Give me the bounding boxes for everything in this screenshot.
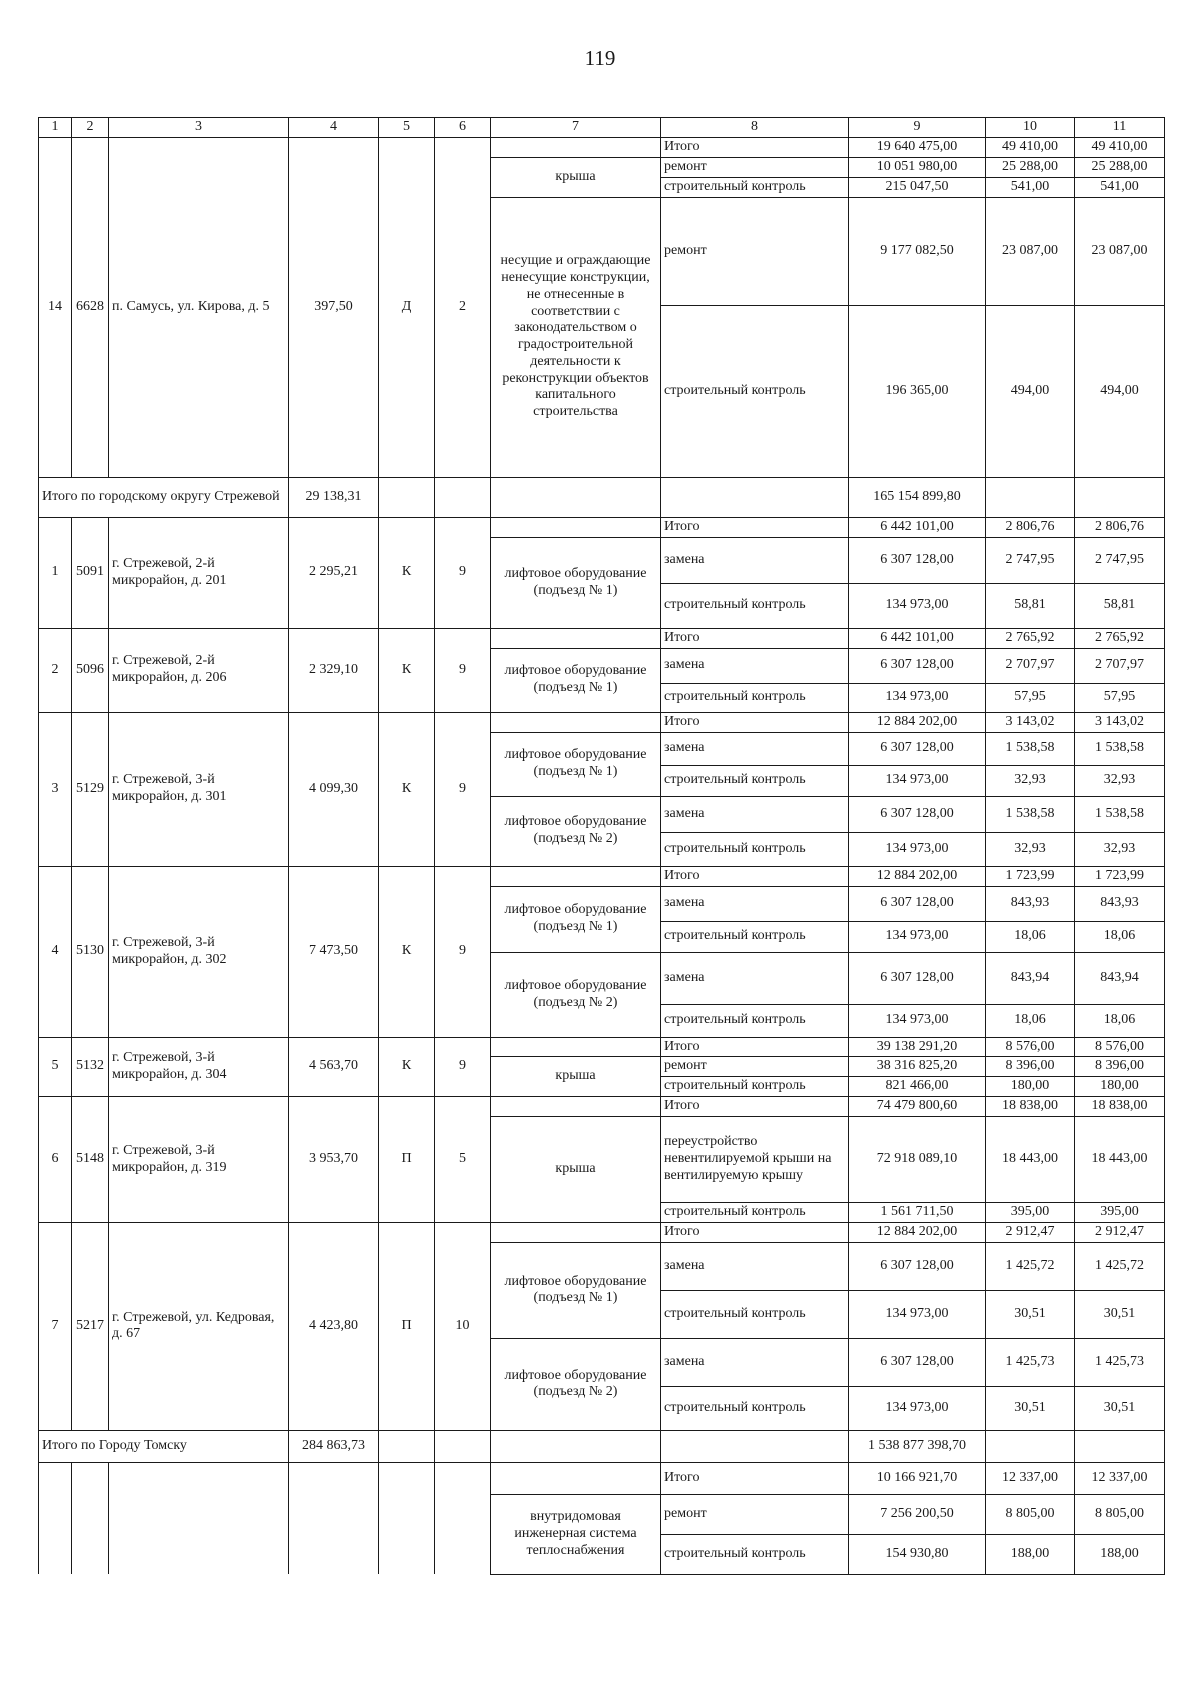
- total-label: Итого: [661, 628, 849, 648]
- house-number: 3: [39, 712, 72, 866]
- work-type: лифтовое оборудование (подъезд № 1): [491, 732, 661, 796]
- empty-cell: [491, 517, 661, 537]
- house-address: г. Стрежевой, 3-й микрорайон, д. 301: [109, 712, 289, 866]
- house-total-row: [39, 137, 1165, 157]
- work-item-label: строительный контроль: [661, 683, 849, 712]
- work-item-label: ремонт: [661, 197, 849, 305]
- total-cost: 12 884 202,00: [849, 866, 986, 886]
- house-area: 2 329,10: [289, 628, 379, 712]
- house-floors: 9: [435, 866, 491, 1037]
- work-per-m2: 8 396,00: [986, 1057, 1075, 1077]
- total-cost: 39 138 291,20: [849, 1037, 986, 1057]
- work-limit: 25 288,00: [1075, 157, 1165, 177]
- work-per-m2: 1 425,73: [986, 1338, 1075, 1386]
- house-code: 6628: [72, 137, 109, 477]
- work-item-label: строительный контроль: [661, 765, 849, 796]
- col-number: 5: [379, 118, 435, 138]
- empty-cell: [491, 1222, 661, 1242]
- house-code: 5130: [72, 866, 109, 1037]
- empty-cell: [491, 712, 661, 732]
- empty-cell: [435, 477, 491, 517]
- work-item-label: замена: [661, 886, 849, 921]
- house-area: 4 423,80: [289, 1222, 379, 1430]
- house-number: 4: [39, 866, 72, 1037]
- work-cost: 9 177 082,50: [849, 197, 986, 305]
- work-cost: 72 918 089,10: [849, 1117, 986, 1203]
- work-cost: 38 316 825,20: [849, 1057, 986, 1077]
- work-per-m2: 18,06: [986, 921, 1075, 952]
- work-item-label: ремонт: [661, 1494, 849, 1534]
- col-number: 7: [491, 118, 661, 138]
- house-code: 5129: [72, 712, 109, 866]
- empty-cell: [1075, 1430, 1165, 1462]
- house-number: 2: [39, 628, 72, 712]
- total-limit: 18 838,00: [1075, 1097, 1165, 1117]
- capital-repair-table: [38, 117, 1165, 1575]
- empty-cell: [491, 477, 661, 517]
- subtotal-area: 29 138,31: [289, 477, 379, 517]
- empty-cell: [491, 628, 661, 648]
- work-type: лифтовое оборудование (подъезд № 1): [491, 648, 661, 712]
- work-item-label: замена: [661, 796, 849, 832]
- work-limit: 32,93: [1075, 765, 1165, 796]
- work-per-m2: 843,94: [986, 952, 1075, 1004]
- house-number: [39, 1462, 72, 1574]
- total-limit: 2 765,92: [1075, 628, 1165, 648]
- subtotal-row: [39, 477, 1165, 517]
- total-cost: 10 166 921,70: [849, 1462, 986, 1494]
- work-limit: 1 538,58: [1075, 796, 1165, 832]
- total-per-m2: 18 838,00: [986, 1097, 1075, 1117]
- empty-cell: [661, 1430, 849, 1462]
- work-per-m2: 32,93: [986, 765, 1075, 796]
- total-cost: 6 442 101,00: [849, 517, 986, 537]
- work-limit: 395,00: [1075, 1203, 1165, 1223]
- house-address: [109, 1462, 289, 1574]
- work-per-m2: 58,81: [986, 583, 1075, 628]
- work-type: лифтовое оборудование (подъезд № 1): [491, 1242, 661, 1338]
- house-area: 2 295,21: [289, 517, 379, 628]
- total-label: Итого: [661, 866, 849, 886]
- work-cost: 6 307 128,00: [849, 648, 986, 683]
- house-area: 4 563,70: [289, 1037, 379, 1097]
- work-limit: 1 425,72: [1075, 1242, 1165, 1290]
- work-item-label: ремонт: [661, 157, 849, 177]
- work-per-m2: 1 425,72: [986, 1242, 1075, 1290]
- work-per-m2: 18,06: [986, 1004, 1075, 1037]
- total-label: Итого: [661, 1097, 849, 1117]
- subtotal-area: 284 863,73: [289, 1430, 379, 1462]
- house-category: К: [379, 1037, 435, 1097]
- empty-cell: [491, 866, 661, 886]
- house-total-row: [39, 712, 1165, 732]
- subtotal-label: Итого по городскому округу Стрежевой: [39, 477, 289, 517]
- house-floors: 9: [435, 712, 491, 866]
- total-per-m2: 3 143,02: [986, 712, 1075, 732]
- work-item-label: строительный контроль: [661, 1203, 849, 1223]
- work-item-label: замена: [661, 1338, 849, 1386]
- work-limit: 180,00: [1075, 1077, 1165, 1097]
- work-item-label: строительный контроль: [661, 177, 849, 197]
- work-limit: 58,81: [1075, 583, 1165, 628]
- house-number: 5: [39, 1037, 72, 1097]
- empty-cell: [379, 1430, 435, 1462]
- work-cost: 154 930,80: [849, 1534, 986, 1574]
- house-floors: 10: [435, 1222, 491, 1430]
- work-limit: 18 443,00: [1075, 1117, 1165, 1203]
- work-item-label: строительный контроль: [661, 583, 849, 628]
- total-label: Итого: [661, 712, 849, 732]
- work-per-m2: 30,51: [986, 1386, 1075, 1430]
- work-type: лифтовое оборудование (подъезд № 1): [491, 537, 661, 628]
- work-item-label: строительный контроль: [661, 832, 849, 866]
- subtotal-sum: 1 538 877 398,70: [849, 1430, 986, 1462]
- total-limit: 8 576,00: [1075, 1037, 1165, 1057]
- house-code: 5217: [72, 1222, 109, 1430]
- work-item-label: строительный контроль: [661, 1077, 849, 1097]
- total-per-m2: 8 576,00: [986, 1037, 1075, 1057]
- work-cost: 6 307 128,00: [849, 1338, 986, 1386]
- empty-cell: [491, 1462, 661, 1494]
- house-floors: 9: [435, 1037, 491, 1097]
- total-cost: 12 884 202,00: [849, 1222, 986, 1242]
- house-floors: 2: [435, 137, 491, 477]
- work-type: лифтовое оборудование (подъезд № 2): [491, 952, 661, 1037]
- work-item-label: строительный контроль: [661, 305, 849, 477]
- empty-cell: [491, 1097, 661, 1117]
- empty-cell: [661, 477, 849, 517]
- work-limit: 1 425,73: [1075, 1338, 1165, 1386]
- total-cost: 74 479 800,60: [849, 1097, 986, 1117]
- work-cost: 134 973,00: [849, 765, 986, 796]
- work-type: несущие и ограждающие ненесущие конструкции, не отнесенные в соответствии с законодательством о градостроительной деятельности к реконструкции объектов капитального строительства: [491, 197, 661, 477]
- total-label: Итого: [661, 137, 849, 157]
- work-cost: 7 256 200,50: [849, 1494, 986, 1534]
- work-per-m2: 494,00: [986, 305, 1075, 477]
- work-cost: 1 561 711,50: [849, 1203, 986, 1223]
- column-number-row: [39, 118, 1165, 138]
- work-per-m2: 30,51: [986, 1290, 1075, 1338]
- house-total-row: [39, 1222, 1165, 1242]
- house-code: 5148: [72, 1097, 109, 1223]
- total-cost: 6 442 101,00: [849, 628, 986, 648]
- total-cost: 12 884 202,00: [849, 712, 986, 732]
- work-limit: 843,93: [1075, 886, 1165, 921]
- col-number: 10: [986, 118, 1075, 138]
- col-number: 11: [1075, 118, 1165, 138]
- total-per-m2: 1 723,99: [986, 866, 1075, 886]
- work-per-m2: 180,00: [986, 1077, 1075, 1097]
- total-label: Итого: [661, 517, 849, 537]
- subtotal-row: [39, 1430, 1165, 1462]
- house-number: 14: [39, 137, 72, 477]
- house-total-row: [39, 866, 1165, 886]
- work-cost: 134 973,00: [849, 921, 986, 952]
- work-limit: 18,06: [1075, 921, 1165, 952]
- work-type: крыша: [491, 157, 661, 197]
- work-cost: 6 307 128,00: [849, 732, 986, 765]
- house-total-row: [39, 628, 1165, 648]
- work-cost: 215 047,50: [849, 177, 986, 197]
- total-limit: 12 337,00: [1075, 1462, 1165, 1494]
- work-per-m2: 57,95: [986, 683, 1075, 712]
- work-cost: 6 307 128,00: [849, 886, 986, 921]
- total-limit: 3 143,02: [1075, 712, 1165, 732]
- house-area: [289, 1462, 379, 1574]
- empty-cell: [491, 1430, 661, 1462]
- work-item-label: ремонт: [661, 1057, 849, 1077]
- work-per-m2: 395,00: [986, 1203, 1075, 1223]
- empty-cell: [491, 137, 661, 157]
- work-cost: 821 466,00: [849, 1077, 986, 1097]
- work-type: крыша: [491, 1117, 661, 1223]
- work-per-m2: 188,00: [986, 1534, 1075, 1574]
- work-cost: 134 973,00: [849, 583, 986, 628]
- house-area: 3 953,70: [289, 1097, 379, 1223]
- work-cost: 6 307 128,00: [849, 1242, 986, 1290]
- total-per-m2: 2 912,47: [986, 1222, 1075, 1242]
- work-limit: 2 707,97: [1075, 648, 1165, 683]
- work-per-m2: 1 538,58: [986, 732, 1075, 765]
- work-type: лифтовое оборудование (подъезд № 2): [491, 1338, 661, 1430]
- work-cost: 6 307 128,00: [849, 796, 986, 832]
- total-label: Итого: [661, 1462, 849, 1494]
- house-total-row: [39, 517, 1165, 537]
- work-per-m2: 2 707,97: [986, 648, 1075, 683]
- total-limit: 2 806,76: [1075, 517, 1165, 537]
- col-number: 1: [39, 118, 72, 138]
- work-cost: 10 051 980,00: [849, 157, 986, 177]
- work-item-label: замена: [661, 952, 849, 1004]
- work-limit: 843,94: [1075, 952, 1165, 1004]
- work-cost: 134 973,00: [849, 1290, 986, 1338]
- work-cost: 6 307 128,00: [849, 537, 986, 583]
- house-total-row: [39, 1097, 1165, 1117]
- work-type: крыша: [491, 1057, 661, 1097]
- work-per-m2: 1 538,58: [986, 796, 1075, 832]
- work-cost: 134 973,00: [849, 1004, 986, 1037]
- total-label: Итого: [661, 1222, 849, 1242]
- work-item-label: замена: [661, 732, 849, 765]
- empty-cell: [491, 1037, 661, 1057]
- work-item-label: строительный контроль: [661, 1290, 849, 1338]
- work-item-label: переустройство невентилируемой крыши на вентилируемую крышу: [661, 1117, 849, 1203]
- work-per-m2: 18 443,00: [986, 1117, 1075, 1203]
- col-number: 3: [109, 118, 289, 138]
- total-per-m2: 49 410,00: [986, 137, 1075, 157]
- house-category: К: [379, 517, 435, 628]
- total-per-m2: 2 806,76: [986, 517, 1075, 537]
- work-per-m2: 8 805,00: [986, 1494, 1075, 1534]
- house-floors: 5: [435, 1097, 491, 1223]
- work-per-m2: 843,93: [986, 886, 1075, 921]
- house-address: г. Стрежевой, 3-й микрорайон, д. 304: [109, 1037, 289, 1097]
- total-cost: 19 640 475,00: [849, 137, 986, 157]
- col-number: 8: [661, 118, 849, 138]
- page-number: 119: [584, 46, 616, 70]
- subtotal-label: Итого по Городу Томску: [39, 1430, 289, 1462]
- house-address: г. Стрежевой, 2-й микрорайон, д. 206: [109, 628, 289, 712]
- house-category: П: [379, 1222, 435, 1430]
- house-address: г. Стрежевой, 3-й микрорайон, д. 302: [109, 866, 289, 1037]
- house-code: 5091: [72, 517, 109, 628]
- col-number: 2: [72, 118, 109, 138]
- work-limit: 8 396,00: [1075, 1057, 1165, 1077]
- work-limit: 8 805,00: [1075, 1494, 1165, 1534]
- work-type: внутридомовая инженерная система теплоснабжения: [491, 1494, 661, 1574]
- subtotal-sum: 165 154 899,80: [849, 477, 986, 517]
- work-limit: 1 538,58: [1075, 732, 1165, 765]
- total-label: Итого: [661, 1037, 849, 1057]
- work-limit: 57,95: [1075, 683, 1165, 712]
- house-category: К: [379, 866, 435, 1037]
- house-address: г. Стрежевой, 3-й микрорайон, д. 319: [109, 1097, 289, 1223]
- house-address: г. Стрежевой, 2-й микрорайон, д. 201: [109, 517, 289, 628]
- work-item-label: строительный контроль: [661, 921, 849, 952]
- work-per-m2: 32,93: [986, 832, 1075, 866]
- total-limit: 1 723,99: [1075, 866, 1165, 886]
- work-cost: 134 973,00: [849, 832, 986, 866]
- empty-cell: [435, 1430, 491, 1462]
- house-category: Д: [379, 137, 435, 477]
- total-per-m2: 12 337,00: [986, 1462, 1075, 1494]
- work-limit: 188,00: [1075, 1534, 1165, 1574]
- work-limit: 2 747,95: [1075, 537, 1165, 583]
- house-area: 4 099,30: [289, 712, 379, 866]
- empty-cell: [1075, 477, 1165, 517]
- house-category: К: [379, 628, 435, 712]
- work-limit: 30,51: [1075, 1386, 1165, 1430]
- work-limit: 30,51: [1075, 1290, 1165, 1338]
- house-floors: [435, 1462, 491, 1574]
- col-number: 6: [435, 118, 491, 138]
- house-code: 5132: [72, 1037, 109, 1097]
- empty-cell: [379, 477, 435, 517]
- work-limit: 32,93: [1075, 832, 1165, 866]
- work-item-label: замена: [661, 1242, 849, 1290]
- work-per-m2: 2 747,95: [986, 537, 1075, 583]
- house-category: П: [379, 1097, 435, 1223]
- work-cost: 134 973,00: [849, 1386, 986, 1430]
- house-total-row: [39, 1037, 1165, 1057]
- house-floors: 9: [435, 628, 491, 712]
- work-cost: 6 307 128,00: [849, 952, 986, 1004]
- house-total-row: [39, 1462, 1165, 1494]
- house-number: 6: [39, 1097, 72, 1223]
- work-limit: 541,00: [1075, 177, 1165, 197]
- work-type: лифтовое оборудование (подъезд № 2): [491, 796, 661, 866]
- house-number: 1: [39, 517, 72, 628]
- work-item-label: строительный контроль: [661, 1004, 849, 1037]
- total-limit: 2 912,47: [1075, 1222, 1165, 1242]
- house-area: 7 473,50: [289, 866, 379, 1037]
- work-limit: 23 087,00: [1075, 197, 1165, 305]
- work-item-label: замена: [661, 648, 849, 683]
- work-item-label: строительный контроль: [661, 1534, 849, 1574]
- empty-cell: [986, 1430, 1075, 1462]
- work-cost: 196 365,00: [849, 305, 986, 477]
- work-per-m2: 25 288,00: [986, 157, 1075, 177]
- work-limit: 18,06: [1075, 1004, 1165, 1037]
- house-address: п. Самусь, ул. Кирова, д. 5: [109, 137, 289, 477]
- work-item-label: строительный контроль: [661, 1386, 849, 1430]
- work-type: лифтовое оборудование (подъезд № 1): [491, 886, 661, 952]
- col-number: 9: [849, 118, 986, 138]
- work-per-m2: 23 087,00: [986, 197, 1075, 305]
- work-cost: 134 973,00: [849, 683, 986, 712]
- house-address: г. Стрежевой, ул. Кедровая, д. 67: [109, 1222, 289, 1430]
- total-limit: 49 410,00: [1075, 137, 1165, 157]
- work-item-label: замена: [661, 537, 849, 583]
- work-per-m2: 541,00: [986, 177, 1075, 197]
- empty-cell: [986, 477, 1075, 517]
- house-code: 5096: [72, 628, 109, 712]
- house-code: [72, 1462, 109, 1574]
- house-category: К: [379, 712, 435, 866]
- work-limit: 494,00: [1075, 305, 1165, 477]
- house-area: 397,50: [289, 137, 379, 477]
- house-number: 7: [39, 1222, 72, 1430]
- house-category: [379, 1462, 435, 1574]
- house-floors: 9: [435, 517, 491, 628]
- total-per-m2: 2 765,92: [986, 628, 1075, 648]
- col-number: 4: [289, 118, 379, 138]
